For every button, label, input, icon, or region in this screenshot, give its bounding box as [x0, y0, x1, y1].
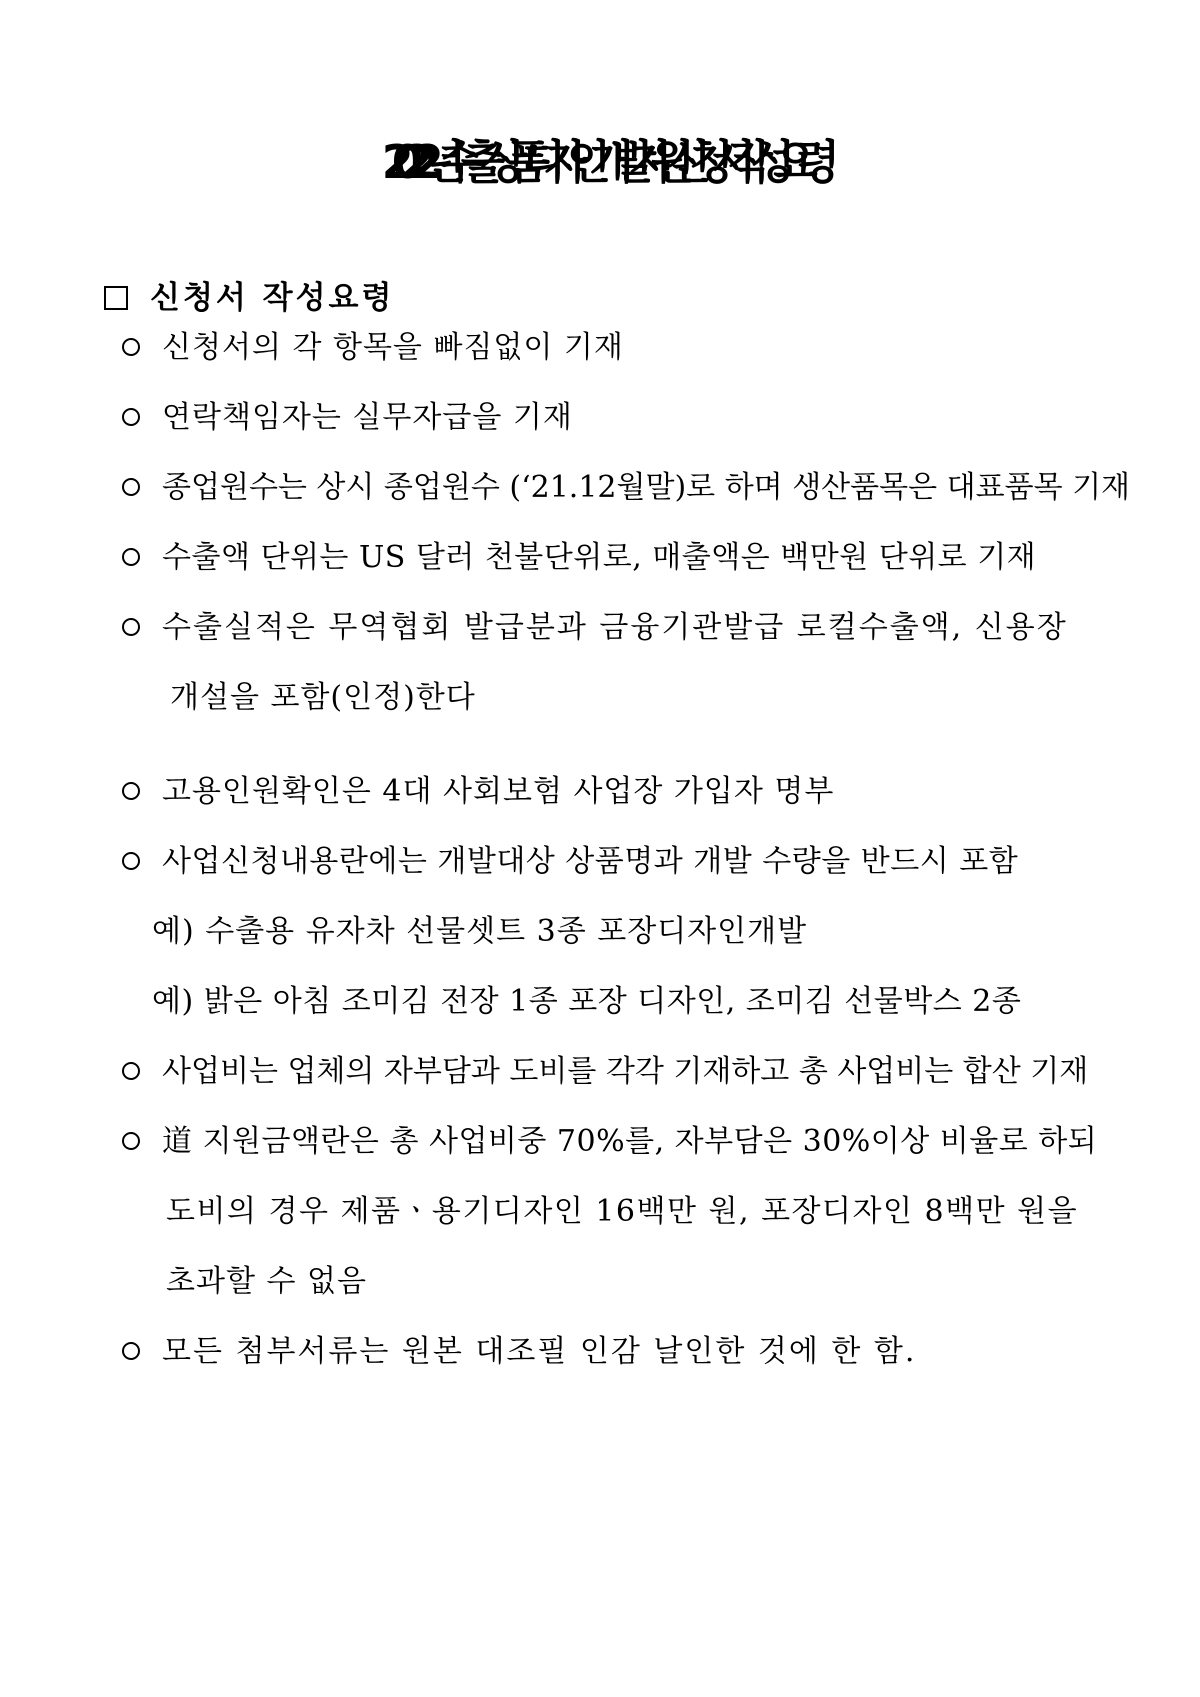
checkbox-square-icon: [104, 286, 128, 310]
circle-bullet-icon: [122, 548, 140, 566]
circle-bullet-icon: [122, 1062, 140, 1080]
list-item-text: 초과할 수 없음: [166, 1264, 367, 1299]
circle-bullet-icon: [122, 1342, 140, 1360]
circle-bullet-icon: [122, 1132, 140, 1150]
list-item-continuation: [166, 1260, 367, 1304]
circle-bullet-icon: [122, 782, 140, 800]
circle-bullet-icon: [122, 852, 140, 870]
list-item: [122, 326, 624, 370]
list-item-text: 道 지원금액란은 총 사업비중 70%를, 자부담은 30%이상 비율로 하되: [162, 1124, 1098, 1159]
list-item-text: 종업원수는 상시 종업원수 (‘21.12월말)로 하며 생산품목은 대표품목 기재: [162, 470, 1131, 505]
list-item-text: 연락책임자는 실무자급을 기재: [162, 400, 573, 435]
list-item: [122, 840, 1018, 884]
example-line: [152, 980, 1021, 1024]
section-heading-text: 신청서 작성요령: [150, 280, 395, 316]
circle-bullet-icon: [122, 478, 140, 496]
section-heading: [104, 276, 394, 320]
list-item-text: 도비의 경우 제품ㆍ용기디자인 16백만 원, 포장디자인 8백만 원을: [166, 1194, 1079, 1229]
list-item: [122, 466, 1130, 510]
example-text: 예) 밝은 아침 조미김 전장 1종 포장 디자인, 조미김 선물박스 2종: [152, 984, 1022, 1019]
list-item-text: 사업비는 업체의 자부담과 도비를 각각 기재하고 총 사업비는 합산 기재: [162, 1054, 1089, 1089]
list-item-text: 사업신청내용란에는 개발대상 상품명과 개발 수량을 반드시 포함: [162, 844, 1019, 879]
list-item-text: 모든 첨부서류는 원본 대조필 인감 날인한 것에 한 함.: [162, 1334, 917, 1369]
circle-bullet-icon: [122, 408, 140, 426]
list-item-text: 고용인원확인은 4대 사회보험 사업장 가입자 명부: [162, 774, 835, 809]
document-title: 2022년 수출상품 디자인개발 지원 신청서 작성요령: [381, 135, 819, 189]
list-item-text: 신청서의 각 항목을 빠짐없이 기재: [162, 330, 624, 365]
example-text: 예) 수출용 유자차 선물셋트 3종 포장디자인개발: [152, 914, 808, 949]
list-item-text: 개설을 포함(인정)한다: [170, 680, 476, 715]
list-item: [122, 396, 573, 440]
list-item: [122, 1120, 1097, 1164]
list-item: [122, 536, 1036, 580]
list-item: [122, 1050, 1088, 1094]
circle-bullet-icon: [122, 618, 140, 636]
list-item-continuation: [170, 676, 476, 720]
list-item: [122, 770, 834, 814]
list-item-continuation: [166, 1190, 1078, 1234]
list-item: [122, 606, 1068, 650]
list-item: [122, 1330, 916, 1374]
circle-bullet-icon: [122, 338, 140, 356]
example-line: [152, 910, 807, 954]
list-item-text: 수출액 단위는 US 달러 천불단위로, 매출액은 백만원 단위로 기재: [162, 540, 1037, 575]
list-item-text: 수출실적은 무역협회 발급분과 금융기관발급 로컬수출액, 신용장: [162, 610, 1068, 645]
